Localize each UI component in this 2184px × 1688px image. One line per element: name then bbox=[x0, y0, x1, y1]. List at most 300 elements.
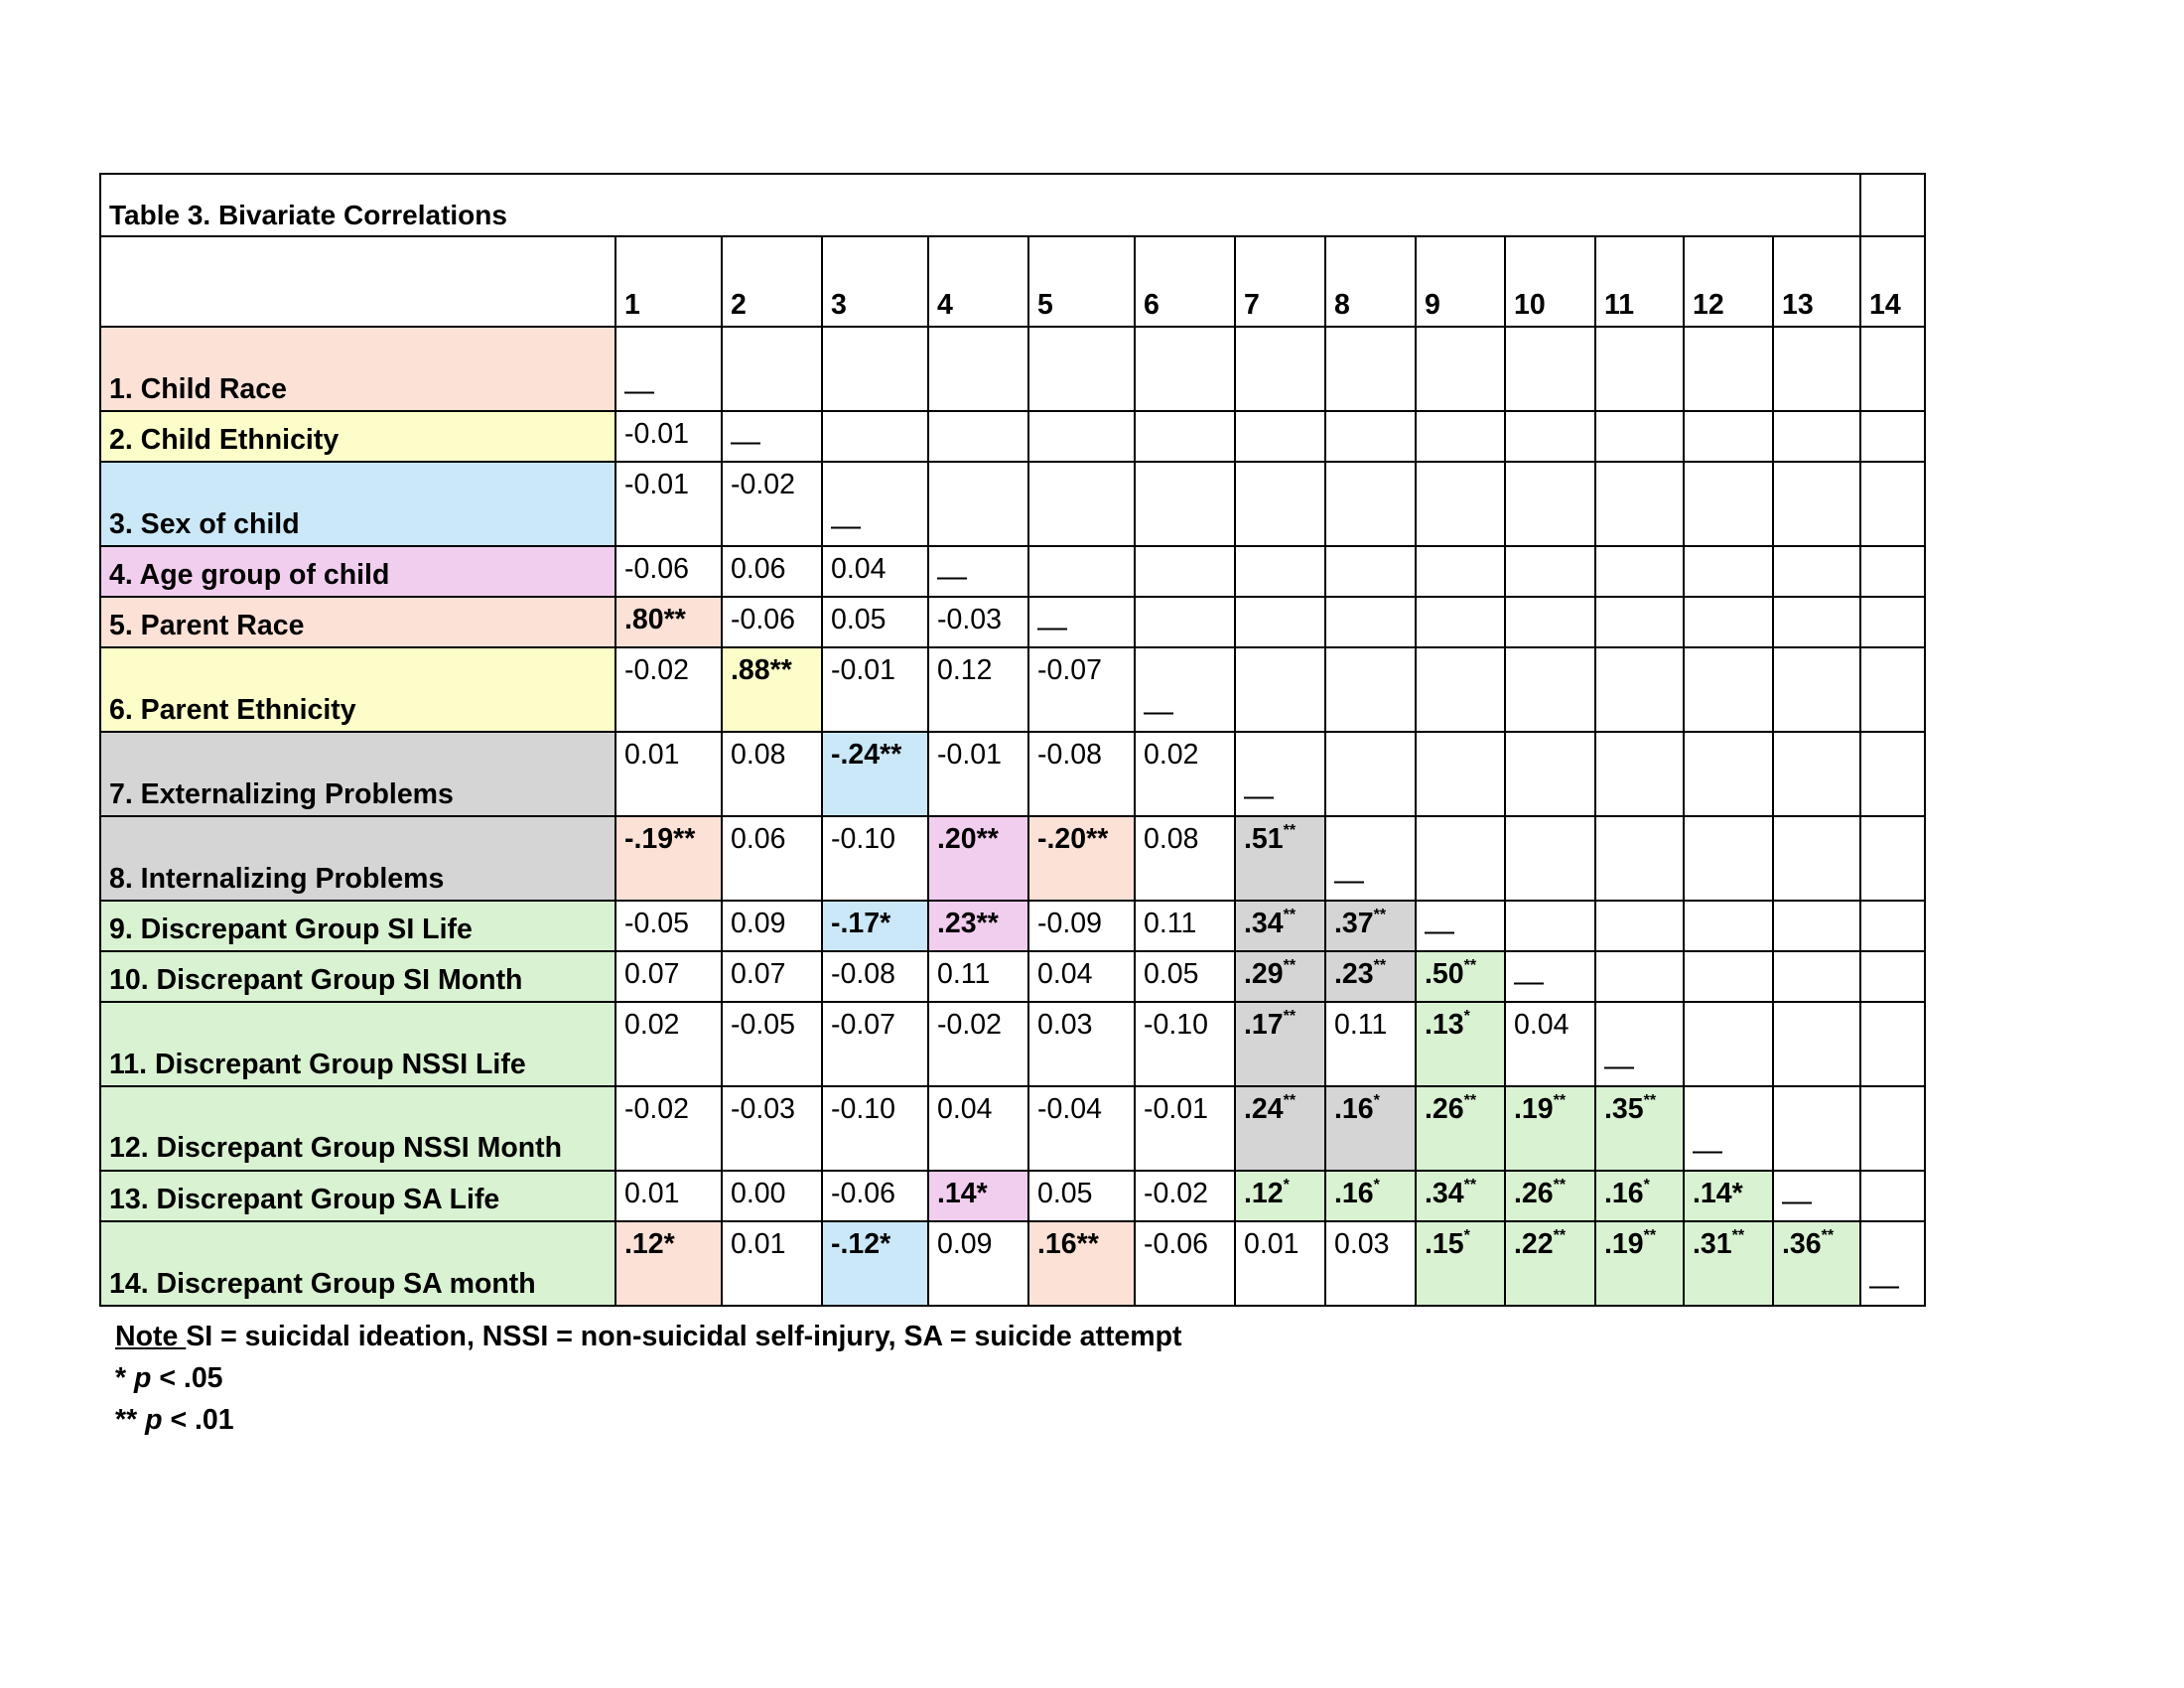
correlation-cell bbox=[1235, 1086, 1325, 1171]
significance-marker: ** bbox=[1373, 957, 1387, 974]
table-row bbox=[100, 816, 1925, 901]
empty-cell bbox=[1505, 647, 1595, 732]
cell-value: .14* bbox=[937, 1178, 988, 1209]
correlation-cell bbox=[928, 816, 1028, 901]
empty-cell bbox=[1325, 462, 1416, 546]
table-row bbox=[100, 411, 1925, 462]
row-label: 12. Discrepant Group NSSI Month bbox=[100, 1086, 615, 1171]
cell-value: .37 bbox=[1334, 908, 1374, 939]
column-header-5: 5 bbox=[1028, 236, 1135, 327]
p05-var: p bbox=[134, 1362, 152, 1394]
empty-cell bbox=[1416, 327, 1505, 411]
correlation-cell bbox=[722, 1002, 822, 1086]
empty-cell bbox=[1860, 647, 1925, 732]
empty-cell bbox=[1684, 597, 1773, 647]
p05-note bbox=[115, 1362, 223, 1395]
empty-cell bbox=[722, 327, 822, 411]
diagonal-cell bbox=[1684, 1086, 1773, 1171]
correlation-cell bbox=[1595, 1086, 1684, 1171]
correlation-cell bbox=[1135, 1002, 1235, 1086]
empty-cell bbox=[1595, 327, 1684, 411]
correlation-cell bbox=[1325, 901, 1416, 951]
p05-prefix: * bbox=[115, 1362, 135, 1394]
cell-value: 0.05 bbox=[831, 604, 887, 635]
empty-cell bbox=[1860, 1171, 1925, 1221]
empty-cell bbox=[1028, 411, 1135, 462]
cell-value: .26 bbox=[1514, 1178, 1554, 1209]
empty-cell bbox=[1416, 411, 1505, 462]
correlation-cell bbox=[722, 1086, 822, 1171]
significance-marker: * bbox=[1373, 1092, 1380, 1109]
cell-value: 0.05 bbox=[1037, 1178, 1093, 1209]
row-label: 4. Age group of child bbox=[100, 546, 615, 597]
cell-value: .22 bbox=[1514, 1228, 1554, 1260]
row-label: 7. Externalizing Problems bbox=[100, 732, 615, 816]
column-header-4: 4 bbox=[928, 236, 1028, 327]
correlation-cell bbox=[1325, 1086, 1416, 1171]
diagonal-cell bbox=[1416, 901, 1505, 951]
correlation-cell bbox=[722, 816, 822, 901]
cell-value: .80** bbox=[624, 604, 686, 635]
column-header-12: 12 bbox=[1684, 236, 1773, 327]
correlation-cell bbox=[1505, 1171, 1595, 1221]
diagonal-cell bbox=[1595, 1002, 1684, 1086]
cell-value: 0.01 bbox=[624, 739, 680, 771]
correlation-cell bbox=[615, 901, 722, 951]
empty-cell bbox=[1860, 816, 1925, 901]
correlation-cell bbox=[1325, 1171, 1416, 1221]
column-header-7: 7 bbox=[1235, 236, 1325, 327]
cell-value: -0.02 bbox=[937, 1009, 1002, 1041]
cell-value: -.12* bbox=[831, 1228, 891, 1260]
p01-suffix: < .01 bbox=[162, 1404, 234, 1436]
empty-cell bbox=[1505, 597, 1595, 647]
empty-cell bbox=[1028, 462, 1135, 546]
cell-value: -0.02 bbox=[1144, 1178, 1208, 1209]
row-label: 8. Internalizing Problems bbox=[100, 816, 615, 901]
correlation-cell bbox=[615, 1086, 722, 1171]
cell-value: 0.09 bbox=[731, 908, 786, 939]
significance-marker: ** bbox=[1283, 957, 1297, 974]
cell-value: 0.04 bbox=[1037, 958, 1093, 990]
empty-cell bbox=[1860, 1002, 1925, 1086]
empty-cell bbox=[1773, 1002, 1860, 1086]
empty-cell bbox=[1416, 816, 1505, 901]
correlation-cell bbox=[928, 597, 1028, 647]
empty-cell bbox=[1595, 732, 1684, 816]
empty-cell bbox=[1684, 411, 1773, 462]
correlation-cell bbox=[822, 1221, 928, 1306]
correlation-cell bbox=[822, 1171, 928, 1221]
cell-value: .19 bbox=[1514, 1093, 1554, 1125]
correlation-cell bbox=[1416, 1086, 1505, 1171]
empty-cell bbox=[1135, 411, 1235, 462]
correlation-cell bbox=[822, 732, 928, 816]
cell-value: .23 bbox=[1334, 958, 1374, 990]
diagonal-cell bbox=[928, 546, 1028, 597]
cell-value: 0.01 bbox=[731, 1228, 786, 1260]
cell-value: — bbox=[1037, 611, 1067, 643]
significance-marker: ** bbox=[1463, 1092, 1477, 1109]
table-row bbox=[100, 462, 1925, 546]
correlation-cell bbox=[1028, 647, 1135, 732]
cell-value: -0.06 bbox=[1144, 1228, 1208, 1260]
cell-value: — bbox=[1514, 965, 1544, 998]
empty-cell bbox=[1684, 1002, 1773, 1086]
cell-value: -0.10 bbox=[831, 1093, 895, 1125]
correlation-cell bbox=[1028, 1086, 1135, 1171]
correlation-cell bbox=[1325, 1221, 1416, 1306]
correlation-cell bbox=[1505, 1221, 1595, 1306]
significance-marker: ** bbox=[1821, 1227, 1835, 1244]
correlation-cell bbox=[822, 901, 928, 951]
cell-value: -0.01 bbox=[624, 418, 689, 450]
correlation-cell bbox=[928, 1171, 1028, 1221]
cell-value: .23** bbox=[937, 908, 999, 939]
cell-value: -0.10 bbox=[831, 823, 895, 855]
cell-value: — bbox=[1144, 695, 1173, 728]
correlation-cell bbox=[1028, 732, 1135, 816]
table-row bbox=[100, 901, 1925, 951]
significance-marker: ** bbox=[1643, 1092, 1657, 1109]
empty-cell bbox=[822, 411, 928, 462]
table-row bbox=[100, 597, 1925, 647]
empty-cell bbox=[1773, 327, 1860, 411]
cell-value: -0.02 bbox=[624, 1093, 689, 1125]
cell-value: 0.06 bbox=[731, 823, 786, 855]
row-label: 6. Parent Ethnicity bbox=[100, 647, 615, 732]
cell-value: -.24** bbox=[831, 739, 902, 771]
correlation-cell bbox=[1135, 1086, 1235, 1171]
empty-cell bbox=[1235, 597, 1325, 647]
column-header-6: 6 bbox=[1135, 236, 1235, 327]
cell-value: .34 bbox=[1425, 1178, 1464, 1209]
correlation-cell bbox=[822, 1086, 928, 1171]
p01-var: p bbox=[145, 1404, 163, 1436]
cell-value: 0.04 bbox=[831, 553, 887, 585]
table-row bbox=[100, 951, 1925, 1002]
correlation-cell bbox=[928, 1002, 1028, 1086]
p01-note bbox=[115, 1404, 234, 1437]
table-row bbox=[100, 546, 1925, 597]
empty-cell bbox=[1860, 951, 1925, 1002]
table-row bbox=[100, 327, 1925, 411]
column-header-3: 3 bbox=[822, 236, 928, 327]
cell-value: 0.01 bbox=[624, 1178, 680, 1209]
empty-cell bbox=[1773, 597, 1860, 647]
correlation-cell bbox=[1028, 1221, 1135, 1306]
cell-value: 0.11 bbox=[937, 958, 991, 990]
empty-cell bbox=[1860, 901, 1925, 951]
diagonal-cell bbox=[1028, 597, 1135, 647]
cell-value: -0.02 bbox=[624, 654, 689, 686]
diagonal-cell bbox=[615, 327, 722, 411]
empty-cell bbox=[1860, 411, 1925, 462]
cell-value: 0.11 bbox=[1334, 1009, 1388, 1041]
empty-cell bbox=[1773, 546, 1860, 597]
cell-value: 0.01 bbox=[1244, 1228, 1299, 1260]
cell-value: 0.00 bbox=[731, 1178, 786, 1209]
correlation-cell bbox=[822, 816, 928, 901]
p05-suffix: < .05 bbox=[151, 1362, 223, 1394]
cell-value: 0.06 bbox=[731, 553, 786, 585]
empty-cell bbox=[1505, 901, 1595, 951]
empty-cell bbox=[1773, 411, 1860, 462]
cell-value: -.20** bbox=[1037, 823, 1109, 855]
cell-value: .12* bbox=[624, 1228, 675, 1260]
correlation-cell bbox=[1135, 1171, 1235, 1221]
correlation-cell bbox=[928, 951, 1028, 1002]
header-blank-cell bbox=[100, 236, 615, 327]
correlation-cell bbox=[928, 1221, 1028, 1306]
correlation-cell bbox=[1135, 1221, 1235, 1306]
column-header-11: 11 bbox=[1595, 236, 1684, 327]
cell-value: .16** bbox=[1037, 1228, 1099, 1260]
correlation-cell bbox=[1235, 1171, 1325, 1221]
empty-cell bbox=[1595, 597, 1684, 647]
cell-value: — bbox=[1782, 1185, 1812, 1217]
correlation-cell bbox=[1135, 951, 1235, 1002]
empty-cell bbox=[1235, 327, 1325, 411]
correlation-cell bbox=[1325, 951, 1416, 1002]
correlation-cell bbox=[615, 732, 722, 816]
column-header-10: 10 bbox=[1505, 236, 1595, 327]
empty-cell bbox=[1595, 546, 1684, 597]
empty-cell bbox=[1684, 901, 1773, 951]
cell-value: -0.05 bbox=[731, 1009, 795, 1041]
empty-cell bbox=[1595, 462, 1684, 546]
cell-value: .19 bbox=[1604, 1228, 1644, 1260]
empty-cell bbox=[1416, 732, 1505, 816]
column-header-2: 2 bbox=[722, 236, 822, 327]
correlation-cell bbox=[1505, 1086, 1595, 1171]
empty-cell bbox=[1773, 732, 1860, 816]
empty-cell bbox=[1416, 546, 1505, 597]
empty-cell bbox=[1325, 597, 1416, 647]
cell-value: .51 bbox=[1244, 823, 1284, 855]
row-label: 14. Discrepant Group SA month bbox=[100, 1221, 615, 1306]
empty-cell bbox=[1595, 411, 1684, 462]
empty-cell bbox=[822, 327, 928, 411]
cell-value: 0.04 bbox=[1514, 1009, 1570, 1041]
correlation-cell bbox=[1595, 1171, 1684, 1221]
significance-marker: * bbox=[1463, 1227, 1470, 1244]
correlation-cell bbox=[1684, 1221, 1773, 1306]
row-label: 2. Child Ethnicity bbox=[100, 411, 615, 462]
cell-value: .16 bbox=[1334, 1093, 1374, 1125]
cell-value: .31 bbox=[1693, 1228, 1732, 1260]
empty-cell bbox=[1325, 647, 1416, 732]
correlation-cell bbox=[1235, 901, 1325, 951]
cell-value: 0.02 bbox=[1144, 739, 1199, 771]
column-header-1: 1 bbox=[615, 236, 722, 327]
cell-value: .14* bbox=[1693, 1178, 1743, 1209]
row-label: 13. Discrepant Group SA Life bbox=[100, 1171, 615, 1221]
cell-value: -0.04 bbox=[1037, 1093, 1102, 1125]
diagonal-cell bbox=[1135, 647, 1235, 732]
correlation-cell bbox=[1235, 816, 1325, 901]
empty-cell bbox=[928, 327, 1028, 411]
column-header-13: 13 bbox=[1773, 236, 1860, 327]
cell-value: .35 bbox=[1604, 1093, 1644, 1125]
cell-value: -0.08 bbox=[831, 958, 895, 990]
empty-cell bbox=[1325, 327, 1416, 411]
table-row bbox=[100, 1221, 1925, 1306]
correlation-cell bbox=[1235, 1002, 1325, 1086]
correlation-cell bbox=[722, 546, 822, 597]
correlation-cell bbox=[722, 1221, 822, 1306]
correlation-cell bbox=[1135, 732, 1235, 816]
correlation-cell bbox=[615, 1002, 722, 1086]
correlation-cell bbox=[1505, 1002, 1595, 1086]
cell-value: -0.02 bbox=[731, 469, 795, 500]
cell-value: 0.09 bbox=[937, 1228, 993, 1260]
empty-cell bbox=[1773, 1086, 1860, 1171]
title-empty-cell bbox=[1860, 174, 1925, 236]
cell-value: -0.03 bbox=[731, 1093, 795, 1125]
cell-value: -0.01 bbox=[831, 654, 895, 686]
correlation-cell bbox=[615, 597, 722, 647]
empty-cell bbox=[1773, 951, 1860, 1002]
cell-value: 0.08 bbox=[731, 739, 786, 771]
empty-cell bbox=[928, 462, 1028, 546]
empty-cell bbox=[1416, 597, 1505, 647]
correlation-cell bbox=[722, 901, 822, 951]
cell-value: .16 bbox=[1334, 1178, 1374, 1209]
empty-cell bbox=[1773, 647, 1860, 732]
correlation-cell bbox=[722, 597, 822, 647]
significance-marker: * bbox=[1643, 1177, 1650, 1194]
correlation-cell bbox=[615, 546, 722, 597]
diagonal-cell bbox=[1773, 1171, 1860, 1221]
correlation-cell bbox=[1135, 901, 1235, 951]
cell-value: .13 bbox=[1425, 1009, 1464, 1041]
empty-cell bbox=[1595, 816, 1684, 901]
table-row bbox=[100, 1086, 1925, 1171]
cell-value: — bbox=[937, 560, 967, 593]
diagonal-cell bbox=[1235, 732, 1325, 816]
correlation-cell bbox=[928, 647, 1028, 732]
row-label: 3. Sex of child bbox=[100, 462, 615, 546]
empty-cell bbox=[1860, 327, 1925, 411]
empty-cell bbox=[1773, 901, 1860, 951]
empty-cell bbox=[1505, 546, 1595, 597]
significance-marker: * bbox=[1373, 1177, 1380, 1194]
empty-cell bbox=[1595, 647, 1684, 732]
note-text: SI = suicidal ideation, NSSI = non-suicidal self-injury, SA = suicide attempt bbox=[186, 1321, 1182, 1352]
cell-value: -0.01 bbox=[624, 469, 689, 500]
empty-cell bbox=[1505, 462, 1595, 546]
cell-value: .20** bbox=[937, 823, 999, 855]
row-label: 1. Child Race bbox=[100, 327, 615, 411]
cell-value: — bbox=[1334, 864, 1364, 897]
empty-cell bbox=[1684, 816, 1773, 901]
p01-prefix: ** bbox=[115, 1404, 146, 1436]
cell-value: -.19** bbox=[624, 823, 696, 855]
table-row bbox=[100, 647, 1925, 732]
cell-value: -0.01 bbox=[937, 739, 1002, 771]
correlation-cell bbox=[1325, 1002, 1416, 1086]
cell-value: -0.05 bbox=[624, 908, 689, 939]
cell-value: — bbox=[1604, 1050, 1634, 1082]
cell-value: .88** bbox=[731, 654, 792, 686]
empty-cell bbox=[1773, 462, 1860, 546]
cell-value: -0.03 bbox=[937, 604, 1002, 635]
correlation-cell bbox=[615, 1171, 722, 1221]
significance-marker: ** bbox=[1283, 907, 1297, 923]
cell-value: — bbox=[1693, 1134, 1722, 1167]
cell-value: .16 bbox=[1604, 1178, 1644, 1209]
correlation-cell bbox=[722, 732, 822, 816]
empty-cell bbox=[1235, 647, 1325, 732]
correlation-cell bbox=[615, 647, 722, 732]
row-label: 9. Discrepant Group SI Life bbox=[100, 901, 615, 951]
empty-cell bbox=[1416, 462, 1505, 546]
empty-cell bbox=[1860, 597, 1925, 647]
cell-value: — bbox=[1869, 1269, 1899, 1302]
correlation-cell bbox=[615, 1221, 722, 1306]
significance-marker: ** bbox=[1731, 1227, 1745, 1244]
diagonal-cell bbox=[1325, 816, 1416, 901]
cell-value: .12 bbox=[1244, 1178, 1284, 1209]
significance-marker: ** bbox=[1283, 1008, 1297, 1025]
column-header-9: 9 bbox=[1416, 236, 1505, 327]
significance-marker: ** bbox=[1553, 1177, 1567, 1194]
significance-marker: ** bbox=[1373, 907, 1387, 923]
cell-value: 0.08 bbox=[1144, 823, 1199, 855]
correlation-cell bbox=[822, 951, 928, 1002]
cell-value: — bbox=[624, 374, 654, 407]
cell-value: .34 bbox=[1244, 908, 1284, 939]
cell-value: 0.11 bbox=[1144, 908, 1197, 939]
empty-cell bbox=[928, 411, 1028, 462]
cell-value: .24 bbox=[1244, 1093, 1284, 1125]
empty-cell bbox=[1325, 411, 1416, 462]
empty-cell bbox=[1684, 546, 1773, 597]
significance-marker: ** bbox=[1553, 1227, 1567, 1244]
significance-marker: ** bbox=[1463, 957, 1477, 974]
row-label: 5. Parent Race bbox=[100, 597, 615, 647]
correlation-cell bbox=[1028, 901, 1135, 951]
significance-marker: ** bbox=[1643, 1227, 1657, 1244]
empty-cell bbox=[1028, 327, 1135, 411]
diagonal-cell bbox=[822, 462, 928, 546]
cell-value: .17 bbox=[1244, 1009, 1284, 1041]
empty-cell bbox=[1135, 327, 1235, 411]
row-label: 10. Discrepant Group SI Month bbox=[100, 951, 615, 1002]
empty-cell bbox=[1595, 901, 1684, 951]
correlation-cell bbox=[928, 1086, 1028, 1171]
empty-cell bbox=[1325, 732, 1416, 816]
empty-cell bbox=[1505, 816, 1595, 901]
table-row bbox=[100, 1002, 1925, 1086]
correlation-cell bbox=[722, 647, 822, 732]
empty-cell bbox=[1684, 327, 1773, 411]
table-title: Table 3. Bivariate Correlations bbox=[100, 174, 1860, 236]
significance-marker: * bbox=[1463, 1008, 1470, 1025]
correlation-cell bbox=[615, 411, 722, 462]
significance-marker: ** bbox=[1463, 1177, 1477, 1194]
empty-cell bbox=[1135, 462, 1235, 546]
empty-cell bbox=[1684, 647, 1773, 732]
significance-marker: ** bbox=[1283, 822, 1297, 839]
note-line bbox=[115, 1321, 1182, 1353]
correlation-cell bbox=[1028, 816, 1135, 901]
empty-cell bbox=[1235, 411, 1325, 462]
cell-value: 0.05 bbox=[1144, 958, 1199, 990]
cell-value: .29 bbox=[1244, 958, 1284, 990]
column-header-8: 8 bbox=[1325, 236, 1416, 327]
